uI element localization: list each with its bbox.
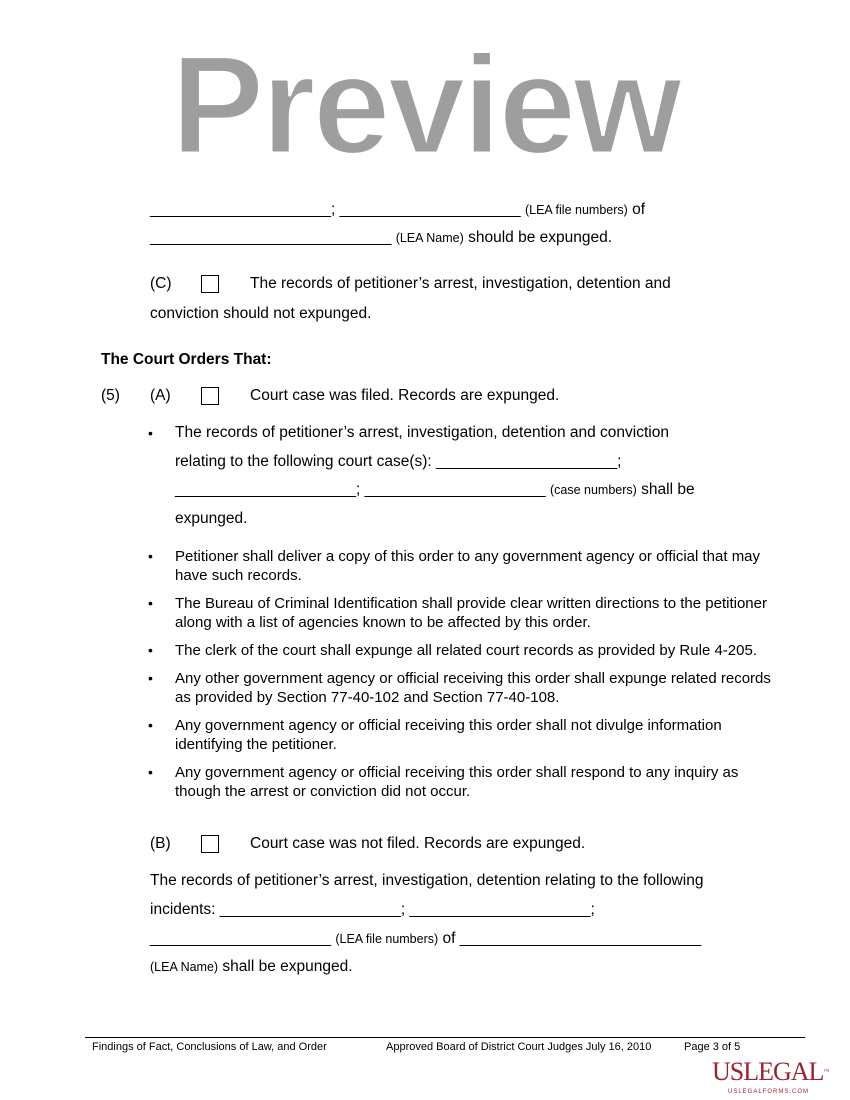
text: shall be expunged. [222, 958, 353, 975]
option-a-checkbox[interactable] [201, 387, 219, 405]
logo-tm: ™ [823, 1069, 829, 1075]
option-a-marker: (A) [150, 387, 171, 404]
text: should be expunged. [468, 229, 613, 246]
bullet-item [148, 763, 788, 801]
paragraph-text: The records of petitioner’s arrest, investigation, detention relating to the following [150, 872, 704, 889]
bullet-text-cont: expunged. [175, 510, 248, 527]
footer-divider [85, 1037, 805, 1038]
bullet-icon: • [148, 717, 153, 733]
lea-name-line [150, 229, 612, 247]
bullet-list [148, 547, 788, 810]
bullet-item [148, 641, 788, 660]
preview-watermark: Preview [170, 26, 680, 183]
logo-text: USLEGAL [712, 1057, 824, 1086]
option-c-marker: (C) [150, 275, 172, 292]
text: shall be [641, 481, 695, 498]
bullet-text: The records of petitioner’s arrest, investigation, detention and conviction [175, 424, 669, 441]
incidents-line[interactable]: incidents: _____________________; _____________________; [150, 901, 595, 918]
bullet-icon: • [148, 425, 153, 441]
section-number: (5) [101, 387, 120, 404]
blank-field[interactable]: _____________________ [150, 930, 332, 947]
option-c-text-cont: conviction should not expunged. [150, 305, 372, 322]
bullet-icon: • [148, 642, 153, 658]
field-label: (case numbers) [549, 483, 637, 497]
page-number: Page 3 of 5 [684, 1041, 741, 1053]
lea-name-line-2 [150, 958, 353, 976]
bullet-text-cont: relating to the following court case(s): _____________________; [175, 453, 622, 470]
bullet-icon: • [148, 595, 153, 611]
bullet-item [148, 669, 788, 707]
option-a-text: Court case was filed. Records are expunged. [250, 387, 560, 404]
footer-approval: Approved Board of District Court Judges July 16, 2010 [386, 1041, 652, 1053]
bullet-item [148, 547, 788, 585]
option-c-checkbox[interactable] [201, 275, 219, 293]
field-label: (LEA file numbers) [335, 932, 439, 946]
lea-file-numbers-line [150, 201, 645, 219]
bullet-icon: • [148, 670, 153, 686]
field-label: (LEA Name) [395, 231, 464, 245]
section-heading: The Court Orders That: [101, 351, 272, 368]
lea-file-line [150, 930, 701, 948]
bullet-item [148, 594, 788, 632]
blank-fields[interactable]: _____________________; _____________________ [150, 201, 521, 218]
blank-field[interactable]: ____________________________ [459, 930, 702, 947]
field-label: (LEA file numbers) [524, 203, 628, 217]
logo-subtext: USLEGALFORMS.COM [728, 1089, 810, 1095]
text: of [442, 930, 456, 947]
bullet-item [148, 716, 788, 754]
bullet-text: Any government agency or official receiving this order shall respond to any inquiry as though the arrest or conviction did not occur. [175, 764, 739, 800]
bullet-text: Petitioner shall deliver a copy of this order to any government agency or official that may have such records. [175, 548, 761, 584]
blank-field[interactable]: ____________________________ [150, 229, 392, 246]
blank-fields[interactable]: _____________________; _____________________ [175, 481, 546, 498]
text: of [632, 201, 646, 218]
bullet-icon: • [148, 764, 153, 780]
option-b-marker: (B) [150, 835, 171, 852]
option-b-checkbox[interactable] [201, 835, 219, 853]
bullet-text: The Bureau of Criminal Identification shall provide clear written directions to the petitioner along with a list of agencies known to be affected by this order. [175, 595, 767, 631]
field-label: (LEA Name) [150, 960, 219, 974]
option-b-text: Court case was not filed. Records are expunged. [250, 835, 586, 852]
option-c-text: The records of petitioner’s arrest, investigation, detention and [250, 275, 671, 292]
case-numbers-line [175, 481, 695, 499]
bullet-icon: • [148, 548, 153, 564]
footer-title: Findings of Fact, Conclusions of Law, and Order [92, 1041, 327, 1053]
bullet-text: The clerk of the court shall expunge all related court records as provided by Rule 4-205. [175, 642, 757, 659]
bullet-text: Any other government agency or official receiving this order shall expunge related records as provided by Section 77-40-102 and Section 77-40-108. [175, 670, 771, 706]
uslegal-logo [712, 1058, 828, 1086]
bullet-text: Any government agency or official receiving this order shall not divulge information identifying the petitioner. [175, 717, 722, 753]
